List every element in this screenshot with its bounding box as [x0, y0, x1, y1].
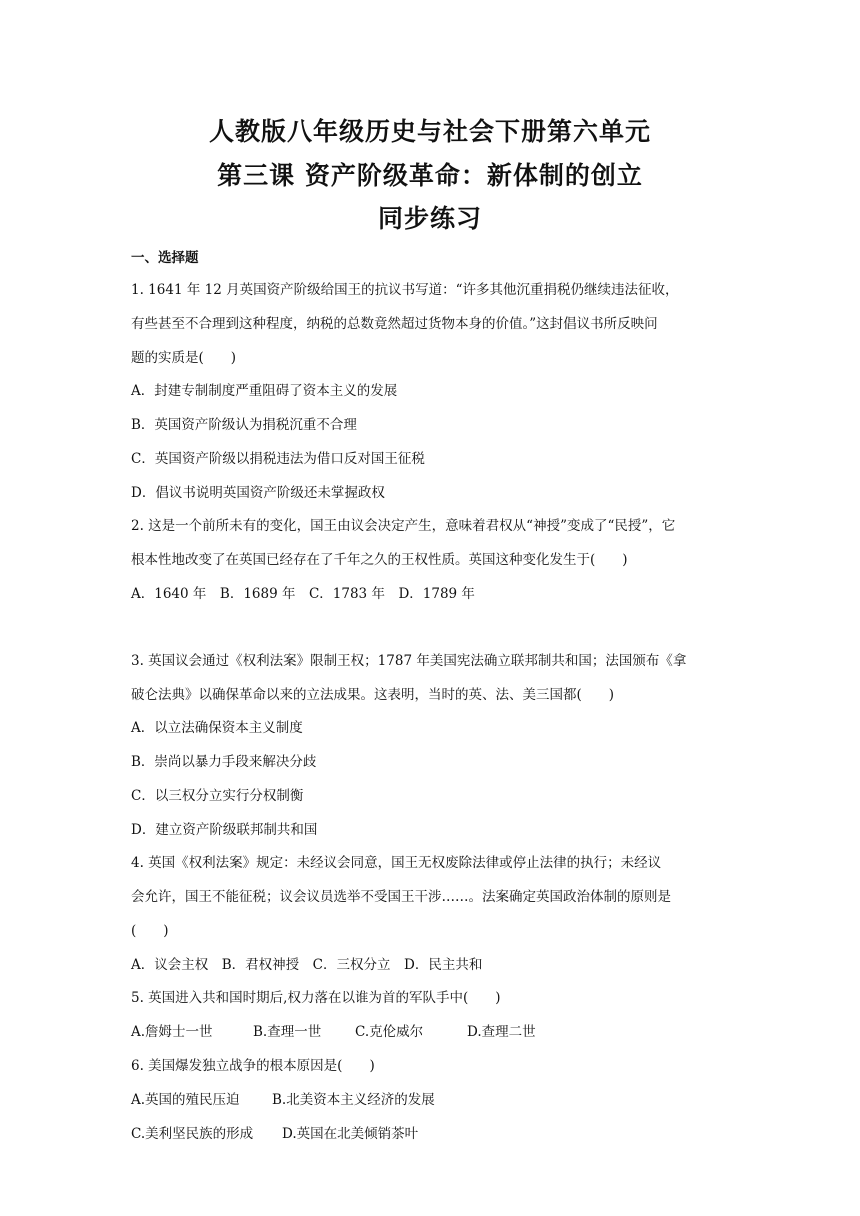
- question-4-options: A．议会主权 B．君权神授 C．三权分立 D．民主共和: [131, 957, 483, 973]
- question-3-line-1: 3. 英国议会通过《权利法案》限制王权；1787 年美国宪法确立联邦制共和国；法国颁布《拿: [131, 653, 687, 669]
- question-5-options: [131, 1022, 731, 1042]
- question-1-line-1: 1. 1641 年 12 月英国资产阶级给国王的抗议书写道：“许多其他沉重捐税仍继续违法征收，: [131, 282, 679, 298]
- question-6-option-a: A.英国的殖民压迫: [131, 1092, 240, 1108]
- question-1-line-2: 有些甚至不合理到这种程度，纳税的总数竟然超过货物本身的价值。”这封倡议书所反映问: [131, 316, 658, 332]
- section-heading: 一、选择题: [131, 250, 199, 266]
- question-3-option-a: A．以立法确保资本主义制度: [131, 720, 303, 736]
- question-3-option-b: B．崇尚以暴力手段来解决分歧: [131, 754, 317, 770]
- question-6-options-row-1: [131, 1090, 731, 1110]
- question-4-line-3: ( ): [131, 923, 169, 939]
- question-4-line-2: 会允许，国王不能征税；议会议员选举不受国王干涉……。法案确定英国政治体制的原则是: [131, 889, 671, 905]
- question-5-option-b: B.查理一世: [253, 1024, 322, 1040]
- question-1-option-a: A．封建专制制度严重阻碍了资本主义的发展: [131, 383, 398, 399]
- question-1-line-3: 题的实质是( ): [131, 350, 237, 366]
- question-6-option-c: C.美利坚民族的形成: [131, 1126, 254, 1142]
- question-5-text: 5. 英国进入共和国时期后,权力落在以谁为首的军队手中( ): [131, 990, 501, 1006]
- lesson-title: 第三课 资产阶级革命：新体制的创立: [217, 161, 643, 190]
- question-5-option-c: C.克伦威尔: [355, 1024, 424, 1040]
- question-5-option-d: D.查理二世: [467, 1024, 536, 1040]
- question-1-option-d: D．倡议书说明英国资产阶级还未掌握政权: [131, 485, 385, 501]
- question-3-line-2: 破仑法典》以确保革命以来的立法成果。这表明，当时的英、法、美三国都( ): [131, 687, 615, 703]
- question-6-option-d: D.英国在北美倾销茶叶: [282, 1126, 419, 1142]
- question-6-text: 6. 美国爆发独立战争的根本原因是( ): [131, 1058, 375, 1074]
- question-6-option-b: B.北美资本主义经济的发展: [272, 1092, 435, 1108]
- question-3-option-d: D．建立资产阶级联邦制共和国: [131, 822, 318, 838]
- question-6-options-row-2: [131, 1124, 731, 1144]
- question-2-line-2: 根本性地改变了在英国已经存在了千年之久的王权性质。英国这种变化发生于( ): [131, 552, 628, 568]
- question-2-options: A．1640 年 B．1689 年 C．1783 年 D．1789 年: [131, 586, 475, 602]
- question-3-option-c: C．以三权分立实行分权制衡: [131, 788, 304, 804]
- exercise-title: 同步练习: [377, 204, 482, 233]
- question-1-option-c: C．英国资产阶级以捐税违法为借口反对国王征税: [131, 451, 425, 467]
- question-5-option-a: A.詹姆士一世: [131, 1024, 213, 1040]
- question-4-line-1: 4. 英国《权利法案》规定：未经议会同意，国王无权废除法律或停止法律的执行；未经议: [131, 855, 662, 871]
- question-1-option-b: B．英国资产阶级认为捐税沉重不合理: [131, 417, 357, 433]
- document-title: 人教版八年级历史与社会下册第六单元: [208, 117, 651, 146]
- question-2-line-1: 2. 这是一个前所未有的变化，国王由议会决定产生，意味着君权从“神授”变成了“民授”，它: [131, 518, 676, 534]
